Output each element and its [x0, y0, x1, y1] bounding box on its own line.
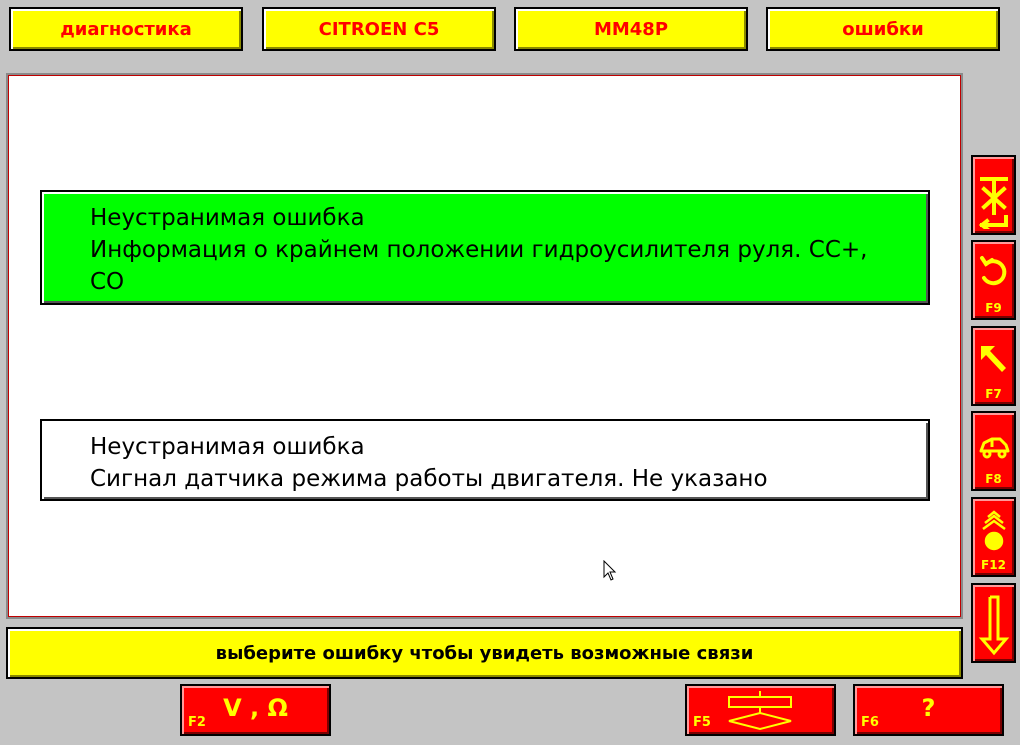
fault-item-selected[interactable]	[40, 190, 930, 305]
back-button[interactable]	[971, 326, 1016, 406]
flowchart-icon	[725, 691, 795, 731]
tab-vehicle-label: CITROEN C5	[318, 18, 440, 40]
fault-list-panel	[6, 73, 963, 619]
undo-icon	[978, 250, 1010, 300]
multimeter-icon: V , Ω	[223, 694, 288, 722]
car-icon	[978, 421, 1010, 471]
arrow-down-icon	[978, 593, 1010, 657]
fault-title: Неустранимая ошибка	[90, 434, 365, 460]
key-label: F9	[985, 301, 1002, 315]
antenna-icon	[978, 507, 1010, 557]
key-label: F12	[981, 558, 1006, 572]
key-label: F8	[985, 472, 1002, 486]
fault-description: Информация о крайнем положении гидроусилителя руля. CC+,	[90, 237, 868, 263]
arrow-up-left-icon	[978, 336, 1010, 386]
status-text: выберите ошибку чтобы увидеть возможные связи	[215, 642, 754, 664]
scroll-down-button[interactable]	[971, 583, 1016, 663]
tab-faults-label: ошибки	[842, 18, 924, 40]
tab-faults[interactable]	[766, 7, 1000, 51]
key-label: F5	[693, 715, 711, 730]
help-icon: ?	[921, 694, 936, 722]
mouse-pointer-icon	[603, 560, 617, 582]
vehicle-button[interactable]	[971, 411, 1016, 491]
communication-button[interactable]	[971, 497, 1016, 577]
key-label: F6	[861, 715, 879, 730]
tab-ecu[interactable]	[514, 7, 748, 51]
fault-title: Неустранимая ошибка	[90, 205, 365, 231]
tab-vehicle[interactable]	[262, 7, 496, 51]
key-label: F7	[985, 387, 1002, 401]
fault-description: Сигнал датчика режима работы двигателя. Не указано	[90, 466, 768, 492]
tab-diagnostics-label: диагностика	[60, 18, 192, 40]
fault-description-cont: CO	[90, 269, 125, 295]
key-label: F2	[188, 715, 206, 730]
multimeter-button[interactable]	[180, 684, 331, 736]
tab-ecu-label: MM48P	[593, 18, 669, 40]
undo-button[interactable]	[971, 240, 1016, 320]
cancel-enter-icon	[978, 165, 1010, 229]
status-bar	[6, 627, 963, 679]
cancel-button[interactable]	[971, 155, 1016, 235]
fault-item[interactable]	[40, 419, 930, 501]
help-button[interactable]	[853, 684, 1004, 736]
tab-diagnostics[interactable]	[9, 7, 243, 51]
flowchart-button[interactable]	[685, 684, 836, 736]
